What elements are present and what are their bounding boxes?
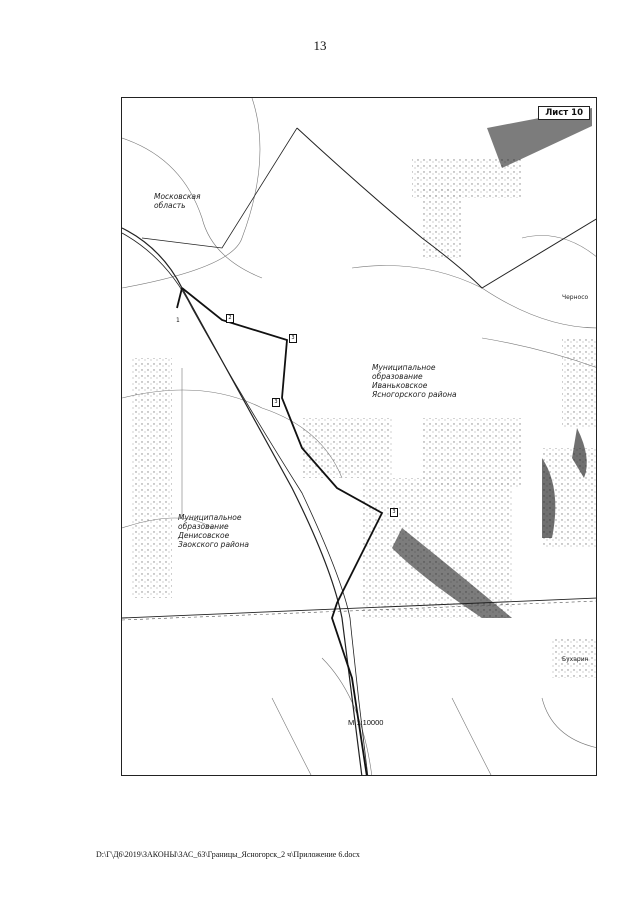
vegetation-patches xyxy=(132,108,597,678)
boundary-point-label: 3 xyxy=(289,334,297,343)
label-edge-east: Черносо xyxy=(562,294,589,301)
boundary-point-label: 2 xyxy=(226,314,234,323)
page-number: 13 xyxy=(313,38,327,53)
file-path: D:\Г\Д6\2019\ЗАКОНЫ\ЗАС_63\Границы_Ясногорск_2 ч\Приложение 6.docx xyxy=(96,850,360,859)
label-moscow-region: Московская область xyxy=(154,192,201,210)
boundary-point-label: 3 xyxy=(272,398,280,407)
sheet-label: Лист 10 xyxy=(538,106,590,120)
label-denisovskoe: Муниципальное образование Денисовское Заокского района xyxy=(178,513,249,549)
label-ivankovskoe: Муниципальное образование Иваньковское Ясногорского района xyxy=(372,363,457,399)
boundary-point-label: 3 xyxy=(390,508,398,517)
scale-label: М 1:10000 xyxy=(348,718,384,727)
label-edge-southeast: Бухарин xyxy=(562,656,589,663)
boundary-point-label: 1 xyxy=(176,317,180,324)
map-frame xyxy=(121,97,597,776)
